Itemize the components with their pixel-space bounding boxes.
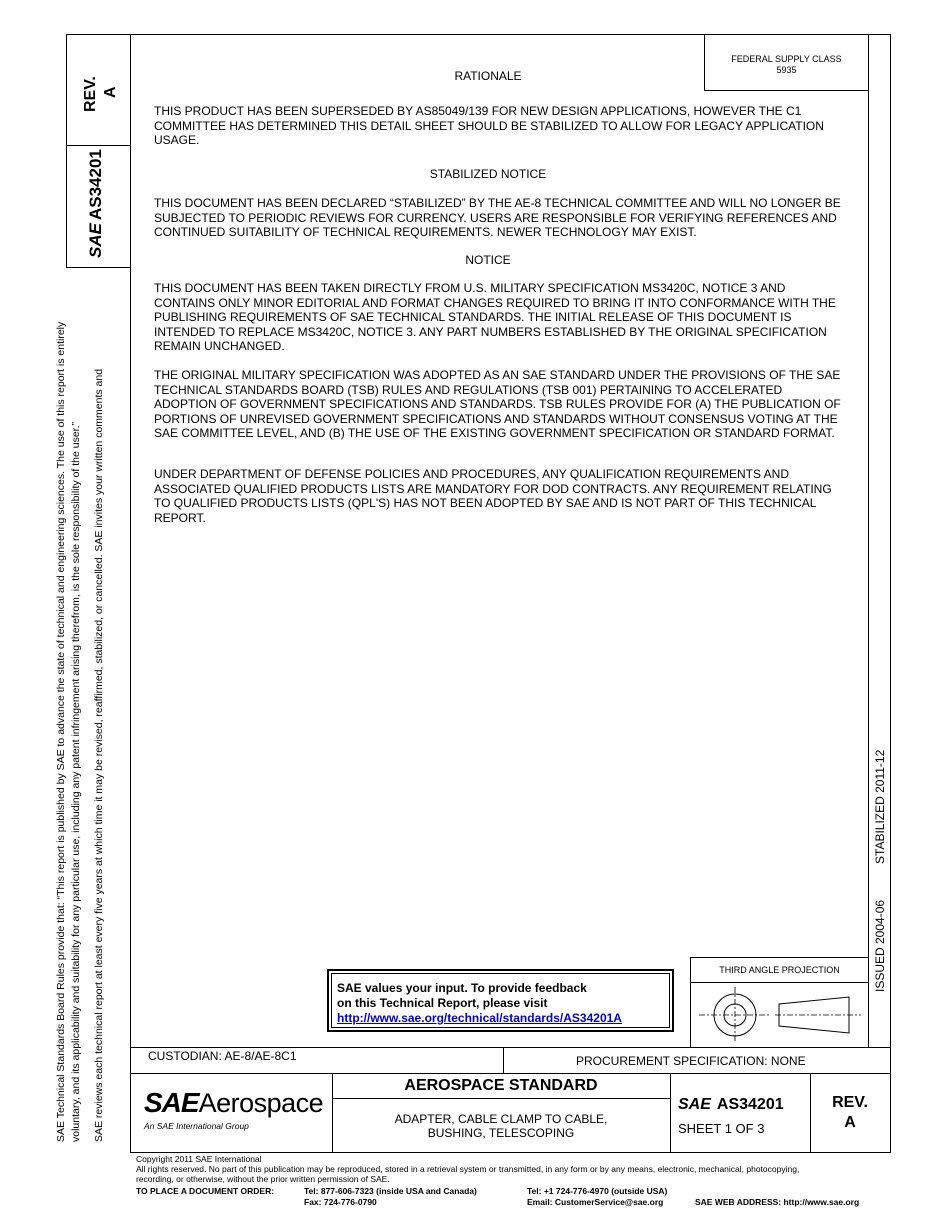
legal-line-2 xyxy=(70,422,82,1142)
stabilized-date xyxy=(873,750,887,864)
tb-sae-mark: SAE xyxy=(678,1096,711,1113)
footer-tel-intl: Tel: +1 724-776-4970 (outside USA) xyxy=(527,1186,668,1196)
sae-aerospace-logo xyxy=(144,1088,329,1131)
footer-copyright: Copyright 2011 SAE International xyxy=(136,1154,262,1164)
notice-paragraph-1: THIS DOCUMENT HAS BEEN TAKEN DIRECTLY FROM U.S. MILITARY SPECIFICATION MS3420C, NOTICE 3 AND CONTAINS ONLY MINOR EDITORIAL AND FORMAT CHANGES REQUIRED TO BRING IT INTO CONFORMANCE WITH THE PUBLISHING REQUIREMENTS OF SAE TECHNICAL STANDARDS. THE INITIAL RELEASE OF THIS DOCUMENT IS INTENDED TO REPLACE MS3420C, NOTICE 3. ANY PART NUMBERS ESTABLISHED BY THE ORIGINAL SPECIFICATION REMAIN UNCHANGED. xyxy=(154,281,836,353)
rationale-heading: RATIONALE xyxy=(454,69,522,83)
footer-order-label: TO PLACE A DOCUMENT ORDER: xyxy=(136,1186,275,1196)
issued-date xyxy=(873,900,887,992)
left-doc-number-text: AS34201 xyxy=(86,149,105,221)
legal-line-1-text: SAE Technical Standards Board Rules provide that: “This report is published by SAE to advance the state of technical and engineering sciences. The use of this report is entirely xyxy=(55,321,67,1142)
title-line-1: ADAPTER, CABLE CLAMP TO CABLE, xyxy=(394,1112,608,1126)
footer-fax: Fax: 724-776-0790 xyxy=(304,1197,377,1207)
procurement: PROCUREMENT SPECIFICATION: NONE xyxy=(576,1054,806,1068)
frame-rev-divider xyxy=(66,145,130,146)
footer-rights: All rights reserved. No part of this publication may be reproduced, stored in a retrieval system or transmitted, in any form or by any means, electronic, mechanical, photocopying, xyxy=(136,1164,800,1174)
tb-doc-number xyxy=(678,1096,784,1114)
frame-right xyxy=(890,34,891,1048)
legal-line-1 xyxy=(55,322,67,1142)
frame-right-inner xyxy=(868,34,869,1048)
third-angle-projection-icon xyxy=(691,983,867,1047)
logo-subtitle: An SAE International Group xyxy=(144,1121,249,1131)
tb-title-divider xyxy=(670,1073,671,1152)
custodian: CUSTODIAN: AE-8/AE-8C1 xyxy=(148,1049,297,1063)
tb-row-divider xyxy=(130,1073,891,1074)
left-rev-value-text: A xyxy=(102,86,119,98)
stabilized-date-text: STABILIZED 2011-12 xyxy=(873,749,887,864)
footer-email: Email: CustomerService@sae.org xyxy=(527,1197,664,1207)
logo-sae: SAE xyxy=(144,1087,199,1118)
projection-label: THIRD ANGLE PROJECTION xyxy=(691,958,868,983)
tb-standard-underline xyxy=(332,1098,670,1099)
frame-left-outer xyxy=(66,34,67,268)
fsc-label: FEDERAL SUPPLY CLASS xyxy=(731,54,842,64)
tb-right xyxy=(890,1047,891,1153)
logo-aerospace: Aerospace xyxy=(198,1088,324,1118)
footer-rights-2: recording, or otherwise, without the prior written permission of SAE. xyxy=(136,1174,390,1184)
notice-paragraph-2: THE ORIGINAL MILITARY SPECIFICATION WAS ADOPTED AS AN SAE STANDARD UNDER THE PROVISIONS OF THE SAE TECHNICAL STANDARDS BOARD (TSB) RULES AND REGULATIONS (TSB 001) PERTAINING TO ACCELERATED ADOPTION OF GOVERNMENT SPECIFICATIONS AND STANDARDS. TSB RULES PROVIDE FOR (A) THE PUBLICATION OF PORTIONS OF UNREVISED GOVERNMENT SPECIFICATIONS AND STANDARDS WITHOUT CONSENSUS VOTING AT THE SAE COMMITTEE LEVEL, AND (B) THE USE OF THE EXISTING GOVERNMENT SPECIFICATION OR STANDARD FORMAT. xyxy=(154,368,841,440)
tb-rev-value: A xyxy=(844,1114,856,1131)
frame-left-inner xyxy=(130,34,131,1152)
tb-rev-label: REV. xyxy=(832,1094,868,1111)
left-sae-mark: SAE xyxy=(86,223,105,258)
footer xyxy=(136,1154,896,1184)
federal-supply-class-box xyxy=(704,34,868,91)
projection-box xyxy=(690,957,868,1047)
legal-line-3-text: SAE reviews each technical report at least every five years at which time it may be revised, reaffirmed, stabilized, or cancelled. SAE invites your written comments and xyxy=(93,368,105,1142)
left-doc-number xyxy=(86,149,106,258)
feedback-link[interactable]: http://www.sae.org/technical/standards/AS34201A xyxy=(337,1011,622,1025)
legal-line-2-text: voluntary, and its applicability and suitability for any particular use, including any patent infringement arising therefrom, is the sole responsibility of the user.” xyxy=(70,421,82,1142)
notice-heading: NOTICE xyxy=(465,253,511,267)
footer-tel-us: Tel: 877-606-7323 (inside USA and Canada) xyxy=(304,1186,477,1196)
tb-bottom xyxy=(130,1152,891,1153)
title-line-2: BUSHING, TELESCOPING xyxy=(427,1126,575,1140)
rationale-text: THIS PRODUCT HAS BEEN SUPERSEDED BY AS85049/139 FOR NEW DESIGN APPLICATIONS, HOWEVER THE C1 COMMITTEE HAS DETERMINED THIS DETAIL SHEET SHOULD BE STABILIZED TO ALLOW FOR LEGACY APPLICATION USAGE. xyxy=(154,104,824,147)
frame-num-bottom xyxy=(66,267,130,268)
stabilized-text: THIS DOCUMENT HAS BEEN DECLARED “STABILIZED” BY THE AE-8 TECHNICAL COMMITTEE AND WILL NO LONGER BE SUBJECTED TO PERIODIC REVIEWS FOR CURRENCY. USERS ARE RESPONSIBLE FOR VERIFYING REFERENCES AND CONTINUED SUITABILITY OF TECHNICAL REQUIREMENTS. NEWER TECHNOLOGY MAY EXIST. xyxy=(154,196,841,239)
feedback-line-2: on this Technical Report, please visit xyxy=(337,996,548,1010)
stabilized-heading: STABILIZED NOTICE xyxy=(429,167,547,181)
fsc-value: 5935 xyxy=(776,65,797,75)
left-rev-label xyxy=(82,76,100,112)
issued-date-text: ISSUED 2004-06 xyxy=(873,899,887,992)
footer-web: SAE WEB ADDRESS: http://www.sae.org xyxy=(695,1197,860,1207)
standard-type: AEROSPACE STANDARD xyxy=(404,1077,598,1094)
feedback-line-1: SAE values your input. To provide feedback xyxy=(337,981,587,995)
tb-doc-number-text: AS34201 xyxy=(716,1096,784,1113)
left-rev-text: REV. xyxy=(82,76,99,112)
tb-rev xyxy=(810,1093,890,1133)
sheet-number: SHEET 1 OF 3 xyxy=(678,1121,765,1136)
tb-top xyxy=(130,1047,891,1048)
left-rev-value xyxy=(102,86,120,98)
legal-line-3 xyxy=(93,369,105,1142)
notice-paragraph-3: UNDER DEPARTMENT OF DEFENSE POLICIES AND PROCEDURES, ANY QUALIFICATION REQUIREMENTS AND ASSOCIATED QUALIFIED PRODUCTS LISTS ARE MANDATORY FOR DOD CONTRACTS. ANY REQUIREMENT RELATING TO QUALIFIED PRODUCTS LISTS (QPL'S) HAS NOT BEEN ADOPTED BY SAE AND IS NOT PART OF THIS TECHNICAL REPORT. xyxy=(154,467,832,525)
tb-custodian-divider xyxy=(503,1047,504,1073)
document-title xyxy=(332,1112,670,1140)
feedback-box xyxy=(327,969,674,1032)
